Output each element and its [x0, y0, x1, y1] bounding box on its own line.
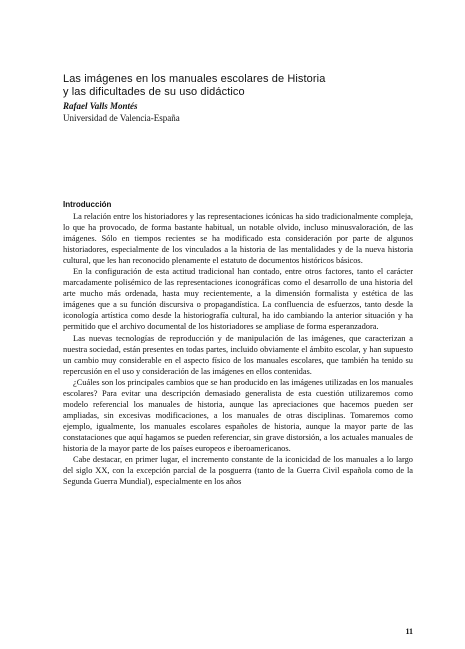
- article-header: [63, 73, 403, 124]
- paragraph-3: Las nuevas tecnologías de reproducción y de manipulación de las imágenes, que caracterizan a nuestra sociedad, están presentes en todas partes, incluido obviamente el ámbito escolar, y han supuesto un cambio muy considerable en el aspecto físico de los manuales escolares, que también ha tenido su repercusión en el uso y consideración de las imágenes en ellos contenidas.: [63, 333, 413, 376]
- article-title-line-2: y las dificultades de su uso didáctico: [63, 86, 245, 98]
- paragraph-1: La relación entre los historiadores y las representaciones icónicas ha sido tradicionalmente compleja, lo que ha provocado, de forma bastante habitual, un notable olvido, incluso minusvaloración, de las imágenes. Sólo en tiempos recientes se ha modificado esta consideración por parte de algunos historiadores, especialmente de los vinculados a la historia de las mentalidades y de la nueva historia cultural, que les han reconocido plenamente el estatuto de documentos históricos básicos.: [63, 212, 413, 266]
- paragraph-4: ¿Cuáles son los principales cambios que se han producido en las imágenes utilizadas en los manuales escolares? Para evitar una descripción demasiado generalista de esta cuestión utilizaremos como modelo referencial los manuales de historia, aunque las apreciaciones que hacemos pueden ser ampliadas, sin excesivas modificaciones, a los manuales de otras disciplinas. Tomaremos como ejemplo, igualmente, los manuales escolares españoles de historia, aunque la mayor parte de las constataciones que aquí hagamos se pueden referenciar, sin grave distorsión, a los actuales manuales de historia de la mayor parte de los países europeos e iberoamericanos.: [63, 377, 413, 453]
- author-affiliation: Universidad de Valencia-España: [63, 113, 180, 123]
- article-title: [63, 73, 403, 99]
- section-heading: Introducción: [63, 200, 112, 209]
- author-name: Rafael Valls Montés: [63, 101, 138, 111]
- body-text: [63, 211, 413, 487]
- paragraph-5: Cabe destacar, en primer lugar, el incremento constante de la iconicidad de los manuales a lo largo del siglo XX, con la excepción parcial de la posguerra (tanto de la Guerra Civil española como de la Segunda Guerra Mundial), especialmente en los años: [63, 455, 413, 487]
- paragraph-2: En la configuración de esta actitud tradicional han contado, entre otros factores, tanto el carácter marcadamente polisémico de las representaciones iconográficas como el desarrollo de una historia del arte mucho más ordenada, hasta muy recientemente, a la dimensión formalista y estética de las imágenes que a su función discursiva o propagandística. La confluencia de esfuerzos, tanto desde la iconología artística como desde la historiografía cultural, ha ido cambiando la anterior situación y ha permitido que el archivo documental de los historiadores se ampliase de forma esperanzadora.: [63, 267, 413, 332]
- article-title-line-1: Las imágenes en los manuales escolares de Historia: [63, 73, 326, 85]
- page-number: 11: [405, 627, 413, 636]
